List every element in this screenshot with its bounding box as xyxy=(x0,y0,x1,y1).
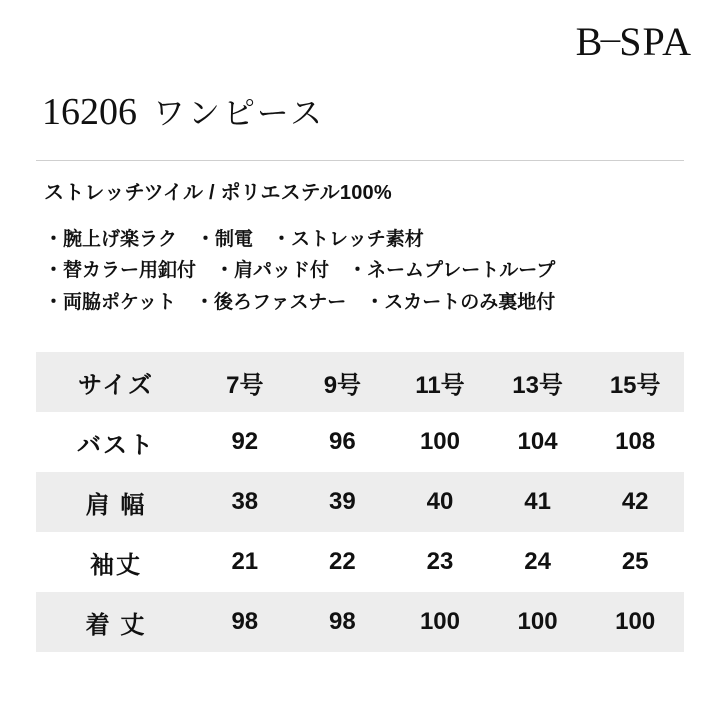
table-header-cell: 7号 xyxy=(196,352,294,412)
table-header-cell: 9号 xyxy=(294,352,392,412)
table-header-cell: 13号 xyxy=(489,352,587,412)
table-cell: 24 xyxy=(489,532,587,592)
table-cell: 100 xyxy=(586,592,684,652)
table-cell: 98 xyxy=(294,592,392,652)
brand-logo xyxy=(576,18,692,65)
table-row-label: バスト xyxy=(36,412,196,472)
table-cell: 100 xyxy=(489,592,587,652)
table-row xyxy=(36,532,684,592)
feature-line: ・両脇ポケット ・後ろファスナー ・スカートのみ裏地付 xyxy=(44,291,556,313)
table-row-label: 袖丈 xyxy=(36,532,196,592)
size-table xyxy=(36,352,684,652)
table-cell: 108 xyxy=(586,412,684,472)
product-code: 16206 xyxy=(42,91,137,133)
table-header-row xyxy=(36,352,684,412)
table-header-cell: サイズ xyxy=(36,352,196,412)
table-cell: 40 xyxy=(391,472,489,532)
table-cell: 100 xyxy=(391,412,489,472)
table-row xyxy=(36,472,684,532)
table-cell: 22 xyxy=(294,532,392,592)
feature-line: ・腕上げ楽ラク ・制電 ・ストレッチ素材 xyxy=(44,229,424,250)
feature-list xyxy=(44,224,684,318)
product-name: ワンピース xyxy=(153,95,326,131)
material-text: ストレッチツイル / ポリエステル100% xyxy=(44,182,392,204)
brand-logo-right: SPA xyxy=(619,19,692,64)
table-cell: 41 xyxy=(489,472,587,532)
page-title xyxy=(42,88,325,134)
table-cell: 100 xyxy=(391,592,489,652)
table-cell: 39 xyxy=(294,472,392,532)
title-divider xyxy=(36,160,684,161)
table-cell: 92 xyxy=(196,412,294,472)
table-row-label: 肩 幅 xyxy=(36,472,196,532)
table-cell: 23 xyxy=(391,532,489,592)
brand-logo-dash: – xyxy=(600,20,622,57)
table-row xyxy=(36,592,684,652)
table-cell: 98 xyxy=(196,592,294,652)
table-cell: 21 xyxy=(196,532,294,592)
table-cell: 96 xyxy=(294,412,392,472)
table-cell: 38 xyxy=(196,472,294,532)
feature-line: ・替カラー用釦付 ・肩パッド付 ・ネームプレートループ xyxy=(44,260,556,282)
brand-logo-left: B xyxy=(575,19,604,64)
table-cell: 104 xyxy=(489,412,587,472)
table-header-cell: 11号 xyxy=(391,352,489,412)
table-row xyxy=(36,412,684,472)
table-cell: 25 xyxy=(586,532,684,592)
table-row-label: 着 丈 xyxy=(36,592,196,652)
table-cell: 42 xyxy=(586,472,684,532)
table-header-cell: 15号 xyxy=(586,352,684,412)
